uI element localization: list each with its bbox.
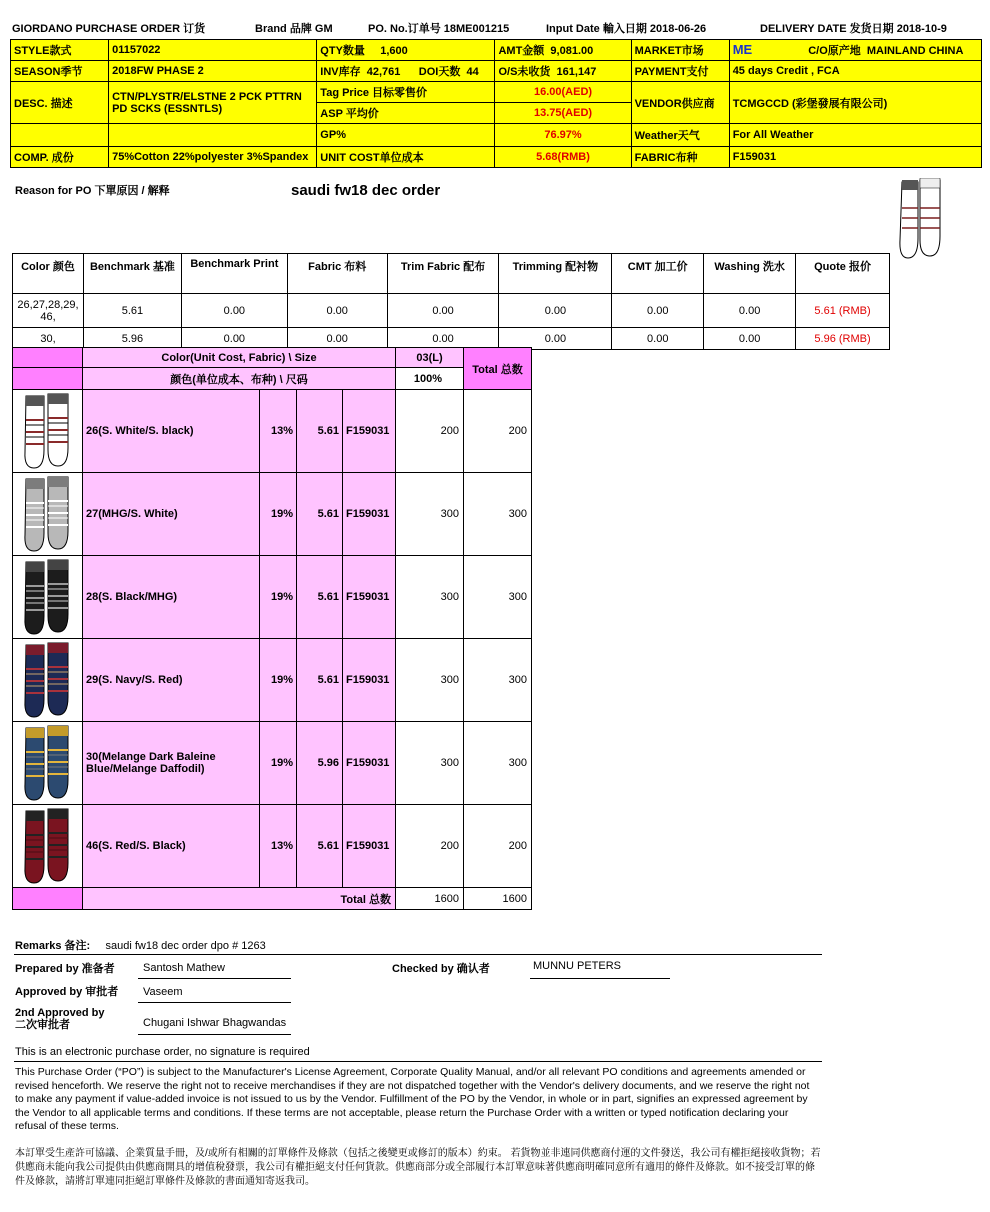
empty-cell <box>13 888 83 910</box>
size-label: 03(L) <box>396 348 464 368</box>
bench-header: Fabric 布料 <box>287 254 387 294</box>
signature-line <box>138 1034 291 1035</box>
approved2-label-cn: 二次审批者 <box>15 1019 70 1031</box>
size-head-en: Color(Unit Cost, Fabric) \ Size <box>83 348 396 368</box>
asp-value: 13.75(AED) <box>495 103 631 124</box>
style-label: STYLE款式 <box>11 40 109 61</box>
gp-value: 76.97% <box>495 124 631 147</box>
weather-label: Weather天气 <box>631 124 729 147</box>
fabric-code: F159031 <box>343 722 396 805</box>
electronic-note: This is an electronic purchase order, no signature is required <box>15 1046 310 1058</box>
sock-thumbnail <box>13 805 83 888</box>
terms-chinese: 本訂單受生產許可協議、企業質量手冊，及/或所有相關的訂單條件及條款（包括之後變更或修訂的版本）約束。 若貨物並非連同供應商付運的文件發送，我公司有權拒絕接收貨物；若供應商未能向我公司提供由供應商開具的增值稅發票，我公司有權拒絕支付任何貨款。供應商部分或全部履行本訂單意味著供應商明確同意所有適用的條件及條款。如不接受訂單的條件及條款，請將訂單連同拒絕訂單條件及條款的書面通知寄返我司。 <box>15 1148 821 1187</box>
checked-label: Checked by 确认者 <box>392 963 490 975</box>
unit-cost-value: 5.68(RMB) <box>495 147 631 168</box>
prepared-label: Prepared by 准备者 <box>15 963 115 975</box>
tag-value: 16.00(AED) <box>495 82 631 103</box>
bench-cell: 0.00 <box>704 328 796 350</box>
market-value: ME <box>732 42 753 57</box>
row-total: 300 <box>464 639 532 722</box>
size-pct: 100% <box>396 368 464 390</box>
size-qty: 200 <box>396 805 464 888</box>
size-qty: 200 <box>396 390 464 473</box>
bench-cell: 5.96 <box>83 328 181 350</box>
bench-cell: 0.00 <box>181 294 287 328</box>
remarks <box>15 937 266 953</box>
benchmark-table <box>12 253 890 350</box>
unit-cost: 5.61 <box>297 390 343 473</box>
season-label: SEASON季节 <box>11 61 109 82</box>
gp-label: GP% <box>317 124 495 147</box>
fabric-code: F159031 <box>343 390 396 473</box>
doi-label: DOI天数 <box>418 66 461 78</box>
approved-value: Vaseem <box>143 986 183 998</box>
desc-value: CTN/PLYSTR/ELSTNE 2 PCK PTTRN PD SCKS (ESSNTLS) <box>109 82 317 124</box>
bench-cell: 0.00 <box>181 328 287 350</box>
color-name: 26(S. White/S. black) <box>83 390 260 473</box>
table-row <box>13 556 532 639</box>
approved2-value: Chugani Ishwar Bhagwandas <box>143 1017 287 1029</box>
bench-cell: 0.00 <box>499 294 612 328</box>
color-name: 27(MHG/S. White) <box>83 473 260 556</box>
bench-cell: 0.00 <box>387 328 499 350</box>
fabric-code: F159031 <box>343 805 396 888</box>
signature-line <box>530 978 670 979</box>
amt-cell <box>495 40 631 61</box>
color-pct: 19% <box>260 722 297 805</box>
prepared-value: Santosh Mathew <box>143 962 225 974</box>
empty-cell <box>13 368 83 390</box>
payment-value: 45 days Credit , FCA <box>729 61 981 82</box>
season-value: 2018FW PHASE 2 <box>109 61 317 82</box>
input-date: Input Date 輸入日期 2018-06-26 <box>546 23 707 35</box>
style-value: 01157022 <box>109 40 317 61</box>
size-qty: 300 <box>396 722 464 805</box>
po-info-table <box>10 39 982 168</box>
table-row <box>13 639 532 722</box>
remarks-value: saudi fw18 dec order dpo # 1263 <box>105 940 266 952</box>
po-number: PO. No.订单号 18ME001215 <box>368 23 510 35</box>
qty-label: QTY数量 <box>320 45 365 57</box>
market-label: MARKET市场 <box>631 40 729 61</box>
bench-header: Washing 洗水 <box>704 254 796 294</box>
fabric-label: FABRIC布种 <box>631 147 729 168</box>
size-qty: 300 <box>396 556 464 639</box>
signature-line <box>138 1002 291 1003</box>
color-pct: 19% <box>260 556 297 639</box>
size-head-cn: 颜色(单位成本、布种) \ 尺码 <box>83 368 396 390</box>
amt-value: 9,081.00 <box>550 45 594 57</box>
color-pct: 13% <box>260 805 297 888</box>
checked-value: MUNNU PETERS <box>533 960 622 972</box>
bench-cell: 30, <box>13 328 84 350</box>
unit-cost-label: UNIT COST单位成本 <box>317 147 495 168</box>
empty-cell <box>109 124 317 147</box>
qty-cell <box>317 40 495 61</box>
bench-cell: 0.00 <box>612 294 704 328</box>
brand: Brand 品牌 GM <box>255 23 333 35</box>
bench-cell: 0.00 <box>499 328 612 350</box>
comp-value: 75%Cotton 22%polyester 3%Spandex <box>109 147 317 168</box>
weather-value: For All Weather <box>729 124 981 147</box>
bench-cell: 0.00 <box>704 294 796 328</box>
reason-label: Reason for PO 下單原因 / 解释 <box>15 185 170 197</box>
size-qty: 300 <box>396 473 464 556</box>
footer-grand-total: 1600 <box>464 888 532 910</box>
bench-cell: 0.00 <box>287 328 387 350</box>
table-row <box>13 473 532 556</box>
empty-cell <box>13 348 83 368</box>
bench-cell: 0.00 <box>612 328 704 350</box>
doi-value: 44 <box>466 66 479 78</box>
color-pct: 13% <box>260 390 297 473</box>
color-pct: 19% <box>260 639 297 722</box>
qty-value: 1,600 <box>380 45 408 57</box>
inv-label: INV库存 <box>320 66 361 78</box>
color-name: 29(S. Navy/S. Red) <box>83 639 260 722</box>
unit-cost: 5.61 <box>297 473 343 556</box>
bench-header: CMT 加工价 <box>612 254 704 294</box>
inv-value: 42,761 <box>366 66 401 78</box>
table-row <box>13 805 532 888</box>
bench-header: Color 颜色 <box>13 254 84 294</box>
bench-header: Trim Fabric 配布 <box>387 254 499 294</box>
bench-cell: 0.00 <box>287 294 387 328</box>
inv-cell <box>317 61 495 82</box>
bench-header: Benchmark 基准 <box>83 254 181 294</box>
asp-label: ASP 平均价 <box>317 103 495 124</box>
sock-thumbnail <box>13 639 83 722</box>
size-qty: 300 <box>396 639 464 722</box>
divider <box>14 954 822 955</box>
bench-cell: 5.61 <box>83 294 181 328</box>
origin-value: MAINLAND CHINA <box>866 45 964 57</box>
vendor-label: VENDOR供应商 <box>631 82 729 124</box>
unit-cost: 5.61 <box>297 805 343 888</box>
desc-label: DESC. 描述 <box>11 82 109 124</box>
vendor-value: TCMGCCD (彩堡發展有限公司) <box>729 82 981 124</box>
amt-label: AMT金额 <box>498 45 545 57</box>
bench-quote: 5.61 (RMB) <box>796 294 890 328</box>
fabric-code: F159031 <box>343 556 396 639</box>
remarks-label: Remarks 备注: <box>15 940 91 952</box>
color-name: 28(S. Black/MHG) <box>83 556 260 639</box>
sock-thumbnail <box>13 556 83 639</box>
unit-cost: 5.96 <box>297 722 343 805</box>
approved-label: Approved by 审批者 <box>15 986 119 998</box>
footer-total-qty: 1600 <box>396 888 464 910</box>
unit-cost: 5.61 <box>297 556 343 639</box>
fabric-code: F159031 <box>343 639 396 722</box>
unit-cost: 5.61 <box>297 639 343 722</box>
bench-header: Quote 报价 <box>796 254 890 294</box>
color-name: 30(Melange Dark Baleine Blue/Melange Daffodil) <box>83 722 260 805</box>
row-total: 200 <box>464 805 532 888</box>
table-row <box>13 722 532 805</box>
row-total: 300 <box>464 722 532 805</box>
sock-thumbnail <box>13 722 83 805</box>
comp-label: COMP. 成份 <box>11 147 109 168</box>
approved2-label-en: 2nd Approved by <box>15 1007 105 1019</box>
sock-thumbnail <box>13 473 83 556</box>
os-cell <box>495 61 631 82</box>
footer-total-label: Total 总数 <box>83 888 396 910</box>
bench-quote: 5.96 (RMB) <box>796 328 890 350</box>
sock-thumbnail-main <box>896 178 946 262</box>
row-total: 300 <box>464 473 532 556</box>
signature-line <box>138 978 291 979</box>
po-title: GIORDANO PURCHASE ORDER 订货 <box>12 23 206 35</box>
os-value: 161,147 <box>556 66 597 78</box>
color-pct: 19% <box>260 473 297 556</box>
size-breakdown-table <box>12 347 532 910</box>
fabric-code: F159031 <box>343 473 396 556</box>
market-cell <box>729 40 981 61</box>
row-total: 200 <box>464 390 532 473</box>
total-header: Total 总数 <box>464 348 532 390</box>
tag-label: Tag Price 目标零售价 <box>317 82 495 103</box>
origin-label: C/O原产地 <box>808 45 861 57</box>
color-name: 46(S. Red/S. Black) <box>83 805 260 888</box>
payment-label: PAYMENT支付 <box>631 61 729 82</box>
os-label: O/S未收货 <box>498 66 551 78</box>
bench-header: Trimming 配衬物 <box>499 254 612 294</box>
divider <box>14 1061 822 1062</box>
bench-cell: 26,27,28,29, 46, <box>13 294 84 328</box>
sock-thumbnail <box>13 390 83 473</box>
empty-cell <box>11 124 109 147</box>
row-total: 300 <box>464 556 532 639</box>
bench-header: Benchmark Print <box>181 254 287 294</box>
fabric-value: F159031 <box>729 147 981 168</box>
terms-english: This Purchase Order (“PO”) is subject to the Manufacturer's License Agreement, Corporate Quality Manual, and/or all relevant PO conditions and agreements amended or revised henceforth. We reserve the right not to receive merchandises if they are not dispatched together with the Vendor's delivery documents, and we reserve the right not to make any payment if value-added invoice is not issued to us by the Vendor. Fulfillment of the PO by the Vendor, in whole or in part, signifies an expressed agreement by the Vendor to all applicable terms and conditions. If these terms are not acceptable, please return the Purchase Order with a written or typed notification declaring your refusal of these terms. <box>15 1066 810 1133</box>
delivery-date: DELIVERY DATE 发货日期 2018-10-9 <box>760 23 947 35</box>
reason-value: saudi fw18 dec order <box>291 182 441 199</box>
bench-cell: 0.00 <box>387 294 499 328</box>
approved2-label <box>15 1007 104 1031</box>
table-row <box>13 390 532 473</box>
